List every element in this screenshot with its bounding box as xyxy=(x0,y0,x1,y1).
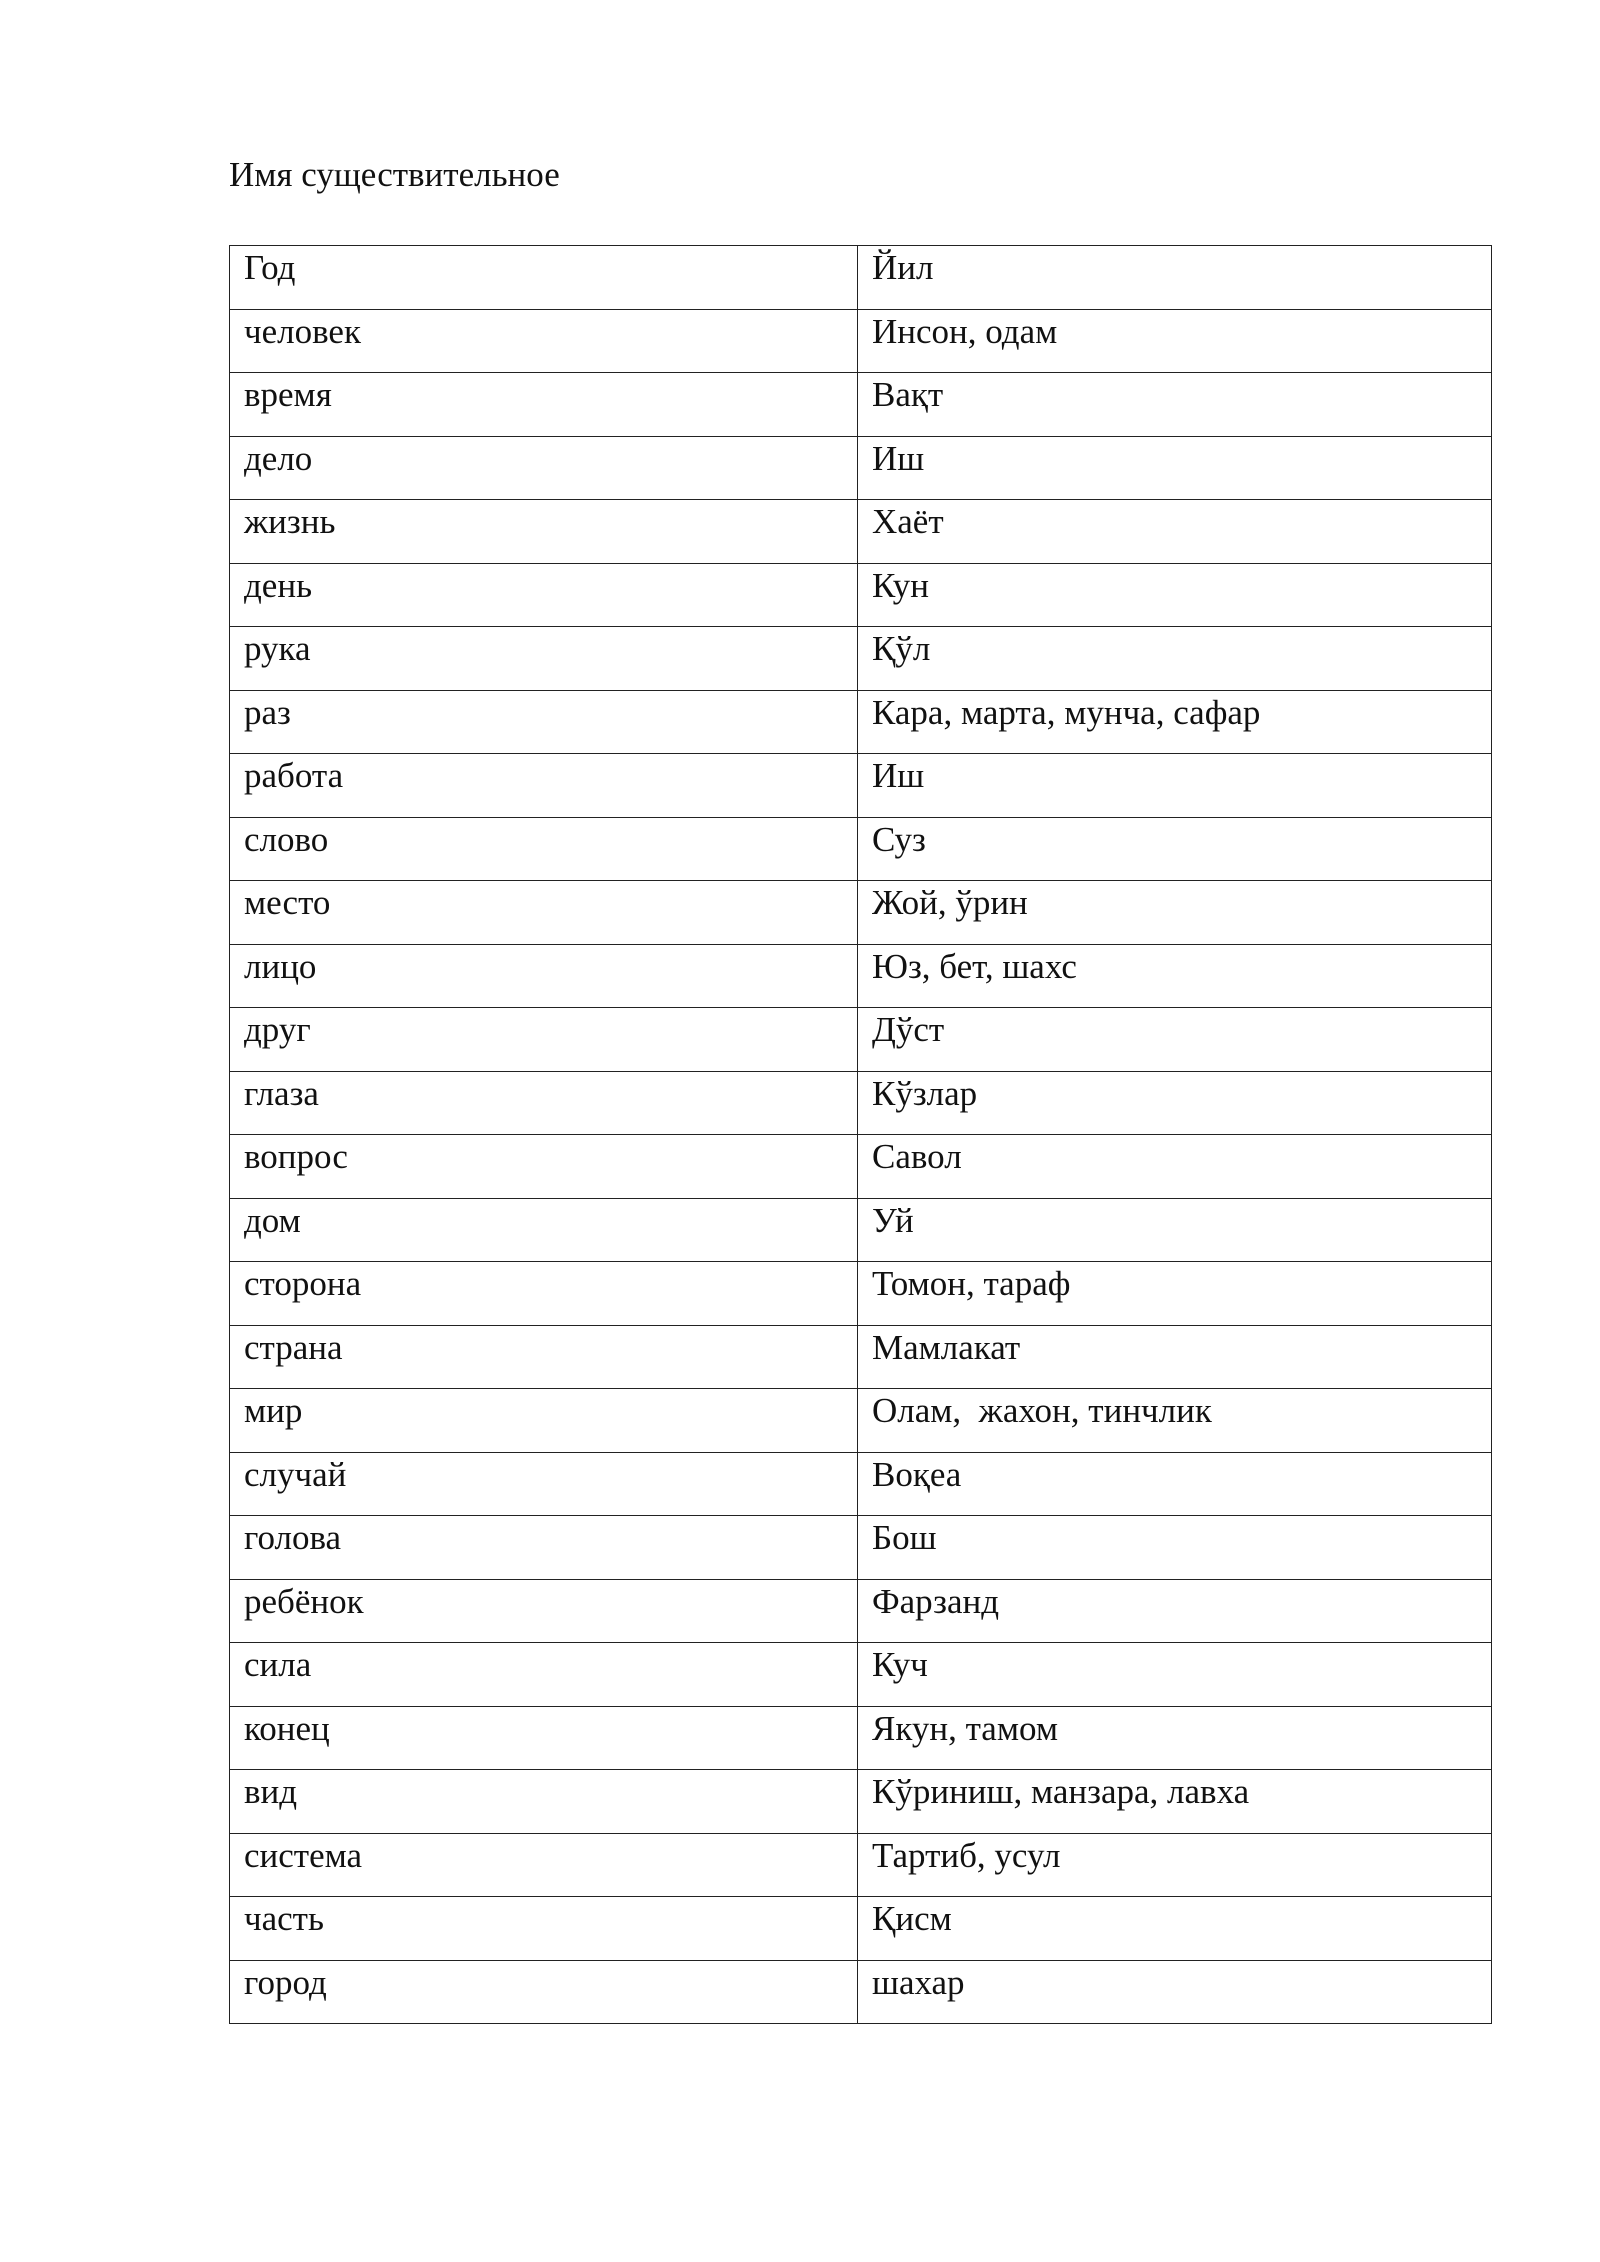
uzbek-translation-cell: Қўл xyxy=(858,627,1492,691)
russian-word-cell: рука xyxy=(230,627,858,691)
uzbek-translation-cell: Якун, тамом xyxy=(858,1706,1492,1770)
russian-word-cell: голова xyxy=(230,1516,858,1580)
vocabulary-table-body xyxy=(230,246,1492,2024)
uzbek-translation-cell: Фарзанд xyxy=(858,1579,1492,1643)
vocabulary-table xyxy=(229,245,1492,2024)
russian-word-cell: часть xyxy=(230,1897,858,1961)
uzbek-translation-cell: Тартиб, усул xyxy=(858,1833,1492,1897)
uzbek-translation-cell: Иш xyxy=(858,436,1492,500)
table-row xyxy=(230,1452,1492,1516)
russian-word-cell: дом xyxy=(230,1198,858,1262)
table-row xyxy=(230,1198,1492,1262)
table-row xyxy=(230,1325,1492,1389)
russian-word-cell: мир xyxy=(230,1389,858,1453)
table-row xyxy=(230,1135,1492,1199)
uzbek-translation-cell: Кўриниш, манзара, лавха xyxy=(858,1770,1492,1834)
uzbek-translation-cell: Уй xyxy=(858,1198,1492,1262)
table-row xyxy=(230,563,1492,627)
russian-word-cell: человек xyxy=(230,309,858,373)
uzbek-translation-cell: Савол xyxy=(858,1135,1492,1199)
table-row xyxy=(230,1516,1492,1580)
russian-word-cell: вид xyxy=(230,1770,858,1834)
table-row xyxy=(230,627,1492,691)
table-row xyxy=(230,1008,1492,1072)
uzbek-translation-cell: шахар xyxy=(858,1960,1492,2024)
table-row xyxy=(230,1897,1492,1961)
russian-word-cell: время xyxy=(230,373,858,437)
uzbek-translation-cell: Вақт xyxy=(858,373,1492,437)
russian-word-cell: система xyxy=(230,1833,858,1897)
table-row xyxy=(230,1960,1492,2024)
uzbek-translation-cell: Юз, бет, шахс xyxy=(858,944,1492,1008)
russian-word-cell: лицо xyxy=(230,944,858,1008)
uzbek-translation-cell: Воқеа xyxy=(858,1452,1492,1516)
table-row xyxy=(230,881,1492,945)
table-row xyxy=(230,1833,1492,1897)
russian-word-cell: Год xyxy=(230,246,858,310)
table-row xyxy=(230,690,1492,754)
russian-word-cell: случай xyxy=(230,1452,858,1516)
table-row xyxy=(230,309,1492,373)
russian-word-cell: глаза xyxy=(230,1071,858,1135)
russian-word-cell: сила xyxy=(230,1643,858,1707)
russian-word-cell: сторона xyxy=(230,1262,858,1326)
russian-word-cell: страна xyxy=(230,1325,858,1389)
uzbek-translation-cell: Бош xyxy=(858,1516,1492,1580)
uzbek-translation-cell: Куч xyxy=(858,1643,1492,1707)
uzbek-translation-cell: Жой, ўрин xyxy=(858,881,1492,945)
uzbek-translation-cell: Хаёт xyxy=(858,500,1492,564)
uzbek-translation-cell: Йил xyxy=(858,246,1492,310)
uzbek-translation-cell: Қисм xyxy=(858,1897,1492,1961)
uzbek-translation-cell: Кун xyxy=(858,563,1492,627)
russian-word-cell: дело xyxy=(230,436,858,500)
uzbek-translation-cell: Иш xyxy=(858,754,1492,818)
table-row xyxy=(230,817,1492,881)
uzbek-translation-cell: Кара, марта, мунча, сафар xyxy=(858,690,1492,754)
table-row xyxy=(230,1770,1492,1834)
uzbek-translation-cell: Олам, жахон, тинчлик xyxy=(858,1389,1492,1453)
table-row xyxy=(230,1262,1492,1326)
table-row xyxy=(230,500,1492,564)
russian-word-cell: день xyxy=(230,563,858,627)
russian-word-cell: конец xyxy=(230,1706,858,1770)
russian-word-cell: вопрос xyxy=(230,1135,858,1199)
table-row xyxy=(230,1643,1492,1707)
table-row xyxy=(230,944,1492,1008)
russian-word-cell: место xyxy=(230,881,858,945)
russian-word-cell: ребёнок xyxy=(230,1579,858,1643)
table-row xyxy=(230,246,1492,310)
table-row xyxy=(230,1071,1492,1135)
uzbek-translation-cell: Кўзлар xyxy=(858,1071,1492,1135)
russian-word-cell: друг xyxy=(230,1008,858,1072)
uzbek-translation-cell: Суз xyxy=(858,817,1492,881)
russian-word-cell: работа xyxy=(230,754,858,818)
table-row xyxy=(230,754,1492,818)
uzbek-translation-cell: Инсон, одам xyxy=(858,309,1492,373)
table-row xyxy=(230,373,1492,437)
russian-word-cell: город xyxy=(230,1960,858,2024)
table-row xyxy=(230,1706,1492,1770)
uzbek-translation-cell: Дўст xyxy=(858,1008,1492,1072)
russian-word-cell: раз xyxy=(230,690,858,754)
page-title: Имя существительное xyxy=(229,155,560,194)
russian-word-cell: жизнь xyxy=(230,500,858,564)
table-row xyxy=(230,1579,1492,1643)
table-row xyxy=(230,436,1492,500)
uzbek-translation-cell: Мамлакат xyxy=(858,1325,1492,1389)
uzbek-translation-cell: Томон, тараф xyxy=(858,1262,1492,1326)
russian-word-cell: слово xyxy=(230,817,858,881)
table-row xyxy=(230,1389,1492,1453)
